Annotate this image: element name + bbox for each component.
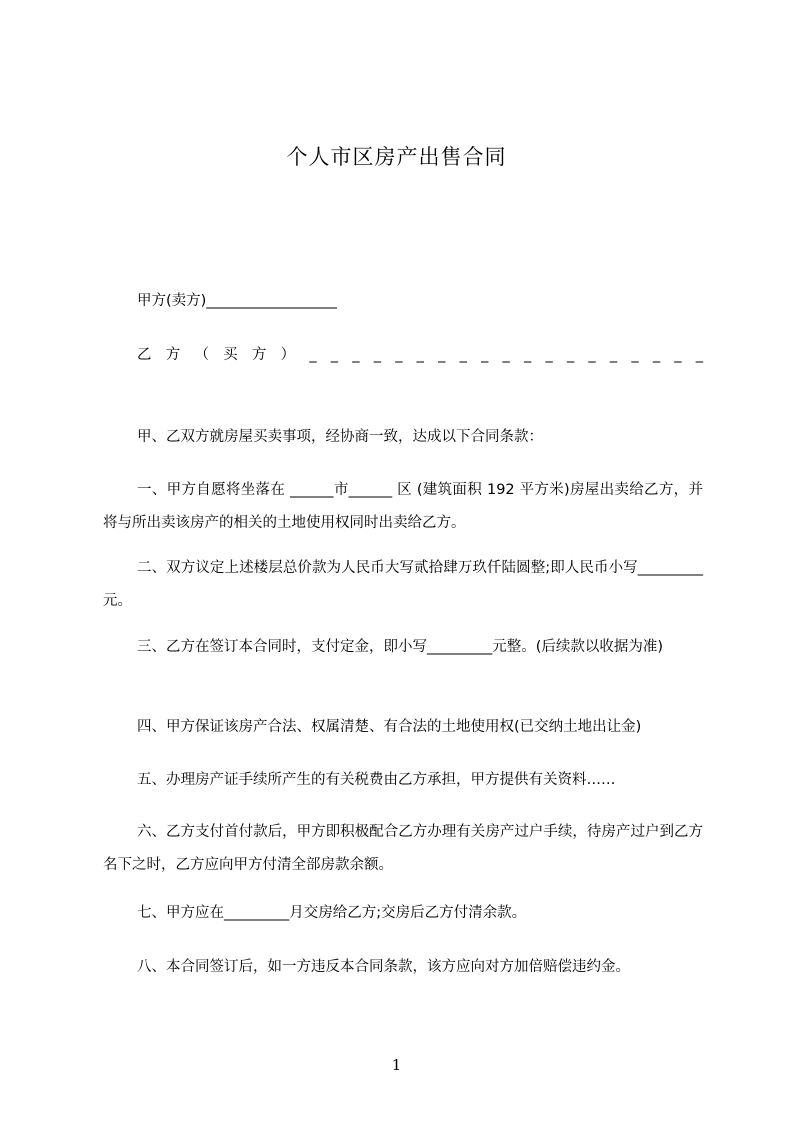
party-b-char: 方 [165, 347, 181, 363]
party-b-char: 乙 [137, 347, 152, 363]
clause-7: 七、甲方应在_________月交房给乙方;交房后乙方付清余款。 [137, 905, 527, 921]
clause-5: 五、办理房产证手续所产生的有关税费由乙方承担，甲方提供有关资料…… [137, 772, 616, 788]
party-b-char: _ [631, 347, 639, 363]
party-b-char: _ [674, 347, 682, 363]
clause-6: 六、乙方支付首付款后，甲方即积极配合乙方办理有关房产过户手续，待房产过户到乙方名下之时，乙方应向甲方付清全部房款余额。 [103, 824, 703, 873]
party-b-char: _ [695, 347, 703, 363]
clause-1: 一、甲方自愿将坐落在 ______市______ 区 (建筑面积 192 平方米)房屋出卖给乙方，并将与所出卖该房产的相关的土地使用权同时出卖给乙方。 [103, 482, 703, 531]
party-b-char: _ [502, 347, 510, 363]
party-b-char: ） [280, 347, 296, 363]
page-number: 1 [391, 1056, 402, 1074]
party-a-line: 甲方(卖方)__________________ [137, 293, 337, 309]
party-b-char: （ [194, 347, 209, 363]
party-b-line [103, 342, 703, 368]
party-b-char: _ [309, 347, 317, 363]
intro-paragraph: 甲、乙双方就房屋买卖事项，经协商一致，达成以下合同条款： [137, 429, 543, 445]
party-b-char: _ [545, 347, 553, 363]
clause-4: 四、甲方保证该房产合法、权属清楚、有合法的土地使用权(已交纳土地出让金) [137, 719, 642, 735]
party-b-char: _ [609, 347, 618, 363]
party-b-char: _ [438, 347, 446, 363]
party-b-char: 方 [251, 347, 267, 363]
party-b-char: _ [524, 347, 532, 363]
clause-2: 二、双方议定上述楼层总价款为人民币大写贰拾肆万玖仟陆圆整;即人民币小写_________元。 [103, 560, 703, 609]
clause-3: 三、乙方在签订本合同时，支付定金，即小写_________元整。(后续款以收据为准) [137, 639, 664, 655]
party-b-char: _ [373, 347, 381, 363]
party-b-char: _ [481, 347, 489, 363]
party-b-char: 买 [223, 347, 238, 363]
clause-8: 八、本合同签订后，如一方违反本合同条款，该方应向对方加倍赔偿违约金。 [137, 959, 630, 975]
party-b-char: _ [330, 347, 339, 363]
party-b-char: _ [416, 347, 424, 363]
document-title: 个人市区房产出售合同 [286, 145, 507, 169]
party-b-char: _ [566, 347, 575, 363]
party-b-char: _ [459, 347, 467, 363]
party-b-char: _ [395, 347, 403, 363]
party-b-char: _ [352, 347, 360, 363]
party-b-char: _ [652, 347, 661, 363]
party-b-char: _ [588, 347, 596, 363]
